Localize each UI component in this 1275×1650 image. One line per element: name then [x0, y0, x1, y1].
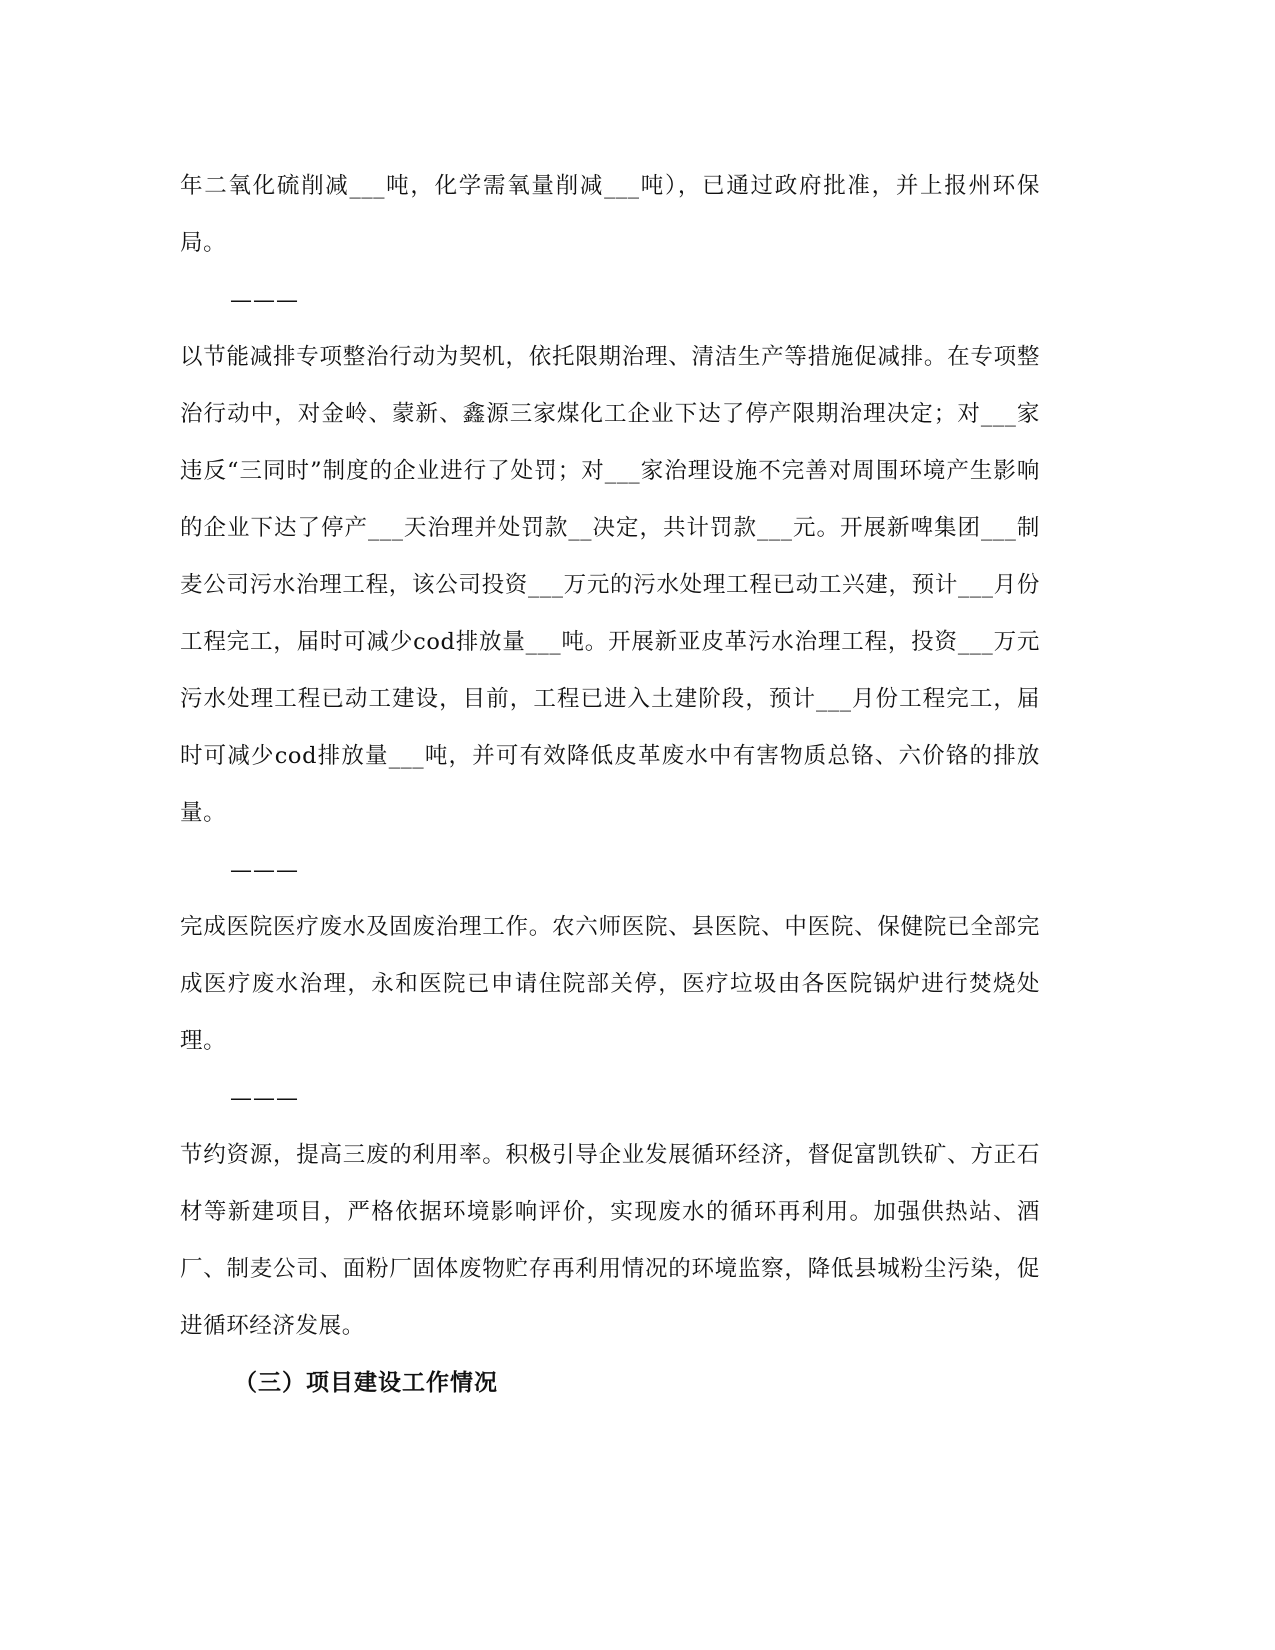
document-body	[180, 158, 1040, 1412]
paragraph-medical-waste: 完成医院医疗废水及固废治理工作。农六师医院、县医院、中医院、保健院已全部完成医疗废水治理，永和医院已申请住院部关停，医疗垃圾由各医院锅炉进行焚烧处理。	[180, 914, 1040, 1054]
section-heading: （三）项目建设工作情况	[234, 1370, 498, 1396]
paragraph-resource-recycling: 节约资源，提高三废的利用率。积极引导企业发展循环经济，督促富凯铁矿、方正石材等新建项目，严格依据环境影响评价，实现废水的循环再利用。加强供热站、酒厂、制麦公司、面粉厂固体废物贮存再利用情况的环境监察，降低县城粉尘污染，促进循环经济发展。	[180, 1142, 1040, 1339]
section-separator: ———	[230, 288, 299, 313]
paragraph-special-rectification: 以节能减排专项整治行动为契机，依托限期治理、清洁生产等措施促减排。在专项整治行动中，对金岭、蒙新、鑫源三家煤化工企业下达了停产限期治理决定；对___家违反“三同时”制度的企业进行了处罚；对___家治理设施不完善对周围环境产生影响的企业下达了停产___天治理并处罚款__决定，共计罚款___元。开展新啤集团___制麦公司污水治理工程，该公司投资___万元的污水处理工程已动工兴建，预计___月份工程完工，届时可减少cod排放量___吨。开展新亚皮革污水治理工程，投资___万元污水处理工程已动工建设，目前，工程已进入土建阶段，预计___月份工程完工，届时可减少cod排放量___吨，并可有效降低皮革废水中有害物质总铬、六价铬的排放量。	[180, 344, 1040, 826]
paragraph-emission-reduction-approval: 年二氧化硫削减___吨，化学需氧量削减___吨），已通过政府批准，并上报州环保局。	[180, 173, 1040, 256]
section-separator: ———	[230, 1086, 299, 1111]
section-separator: ———	[230, 858, 299, 883]
